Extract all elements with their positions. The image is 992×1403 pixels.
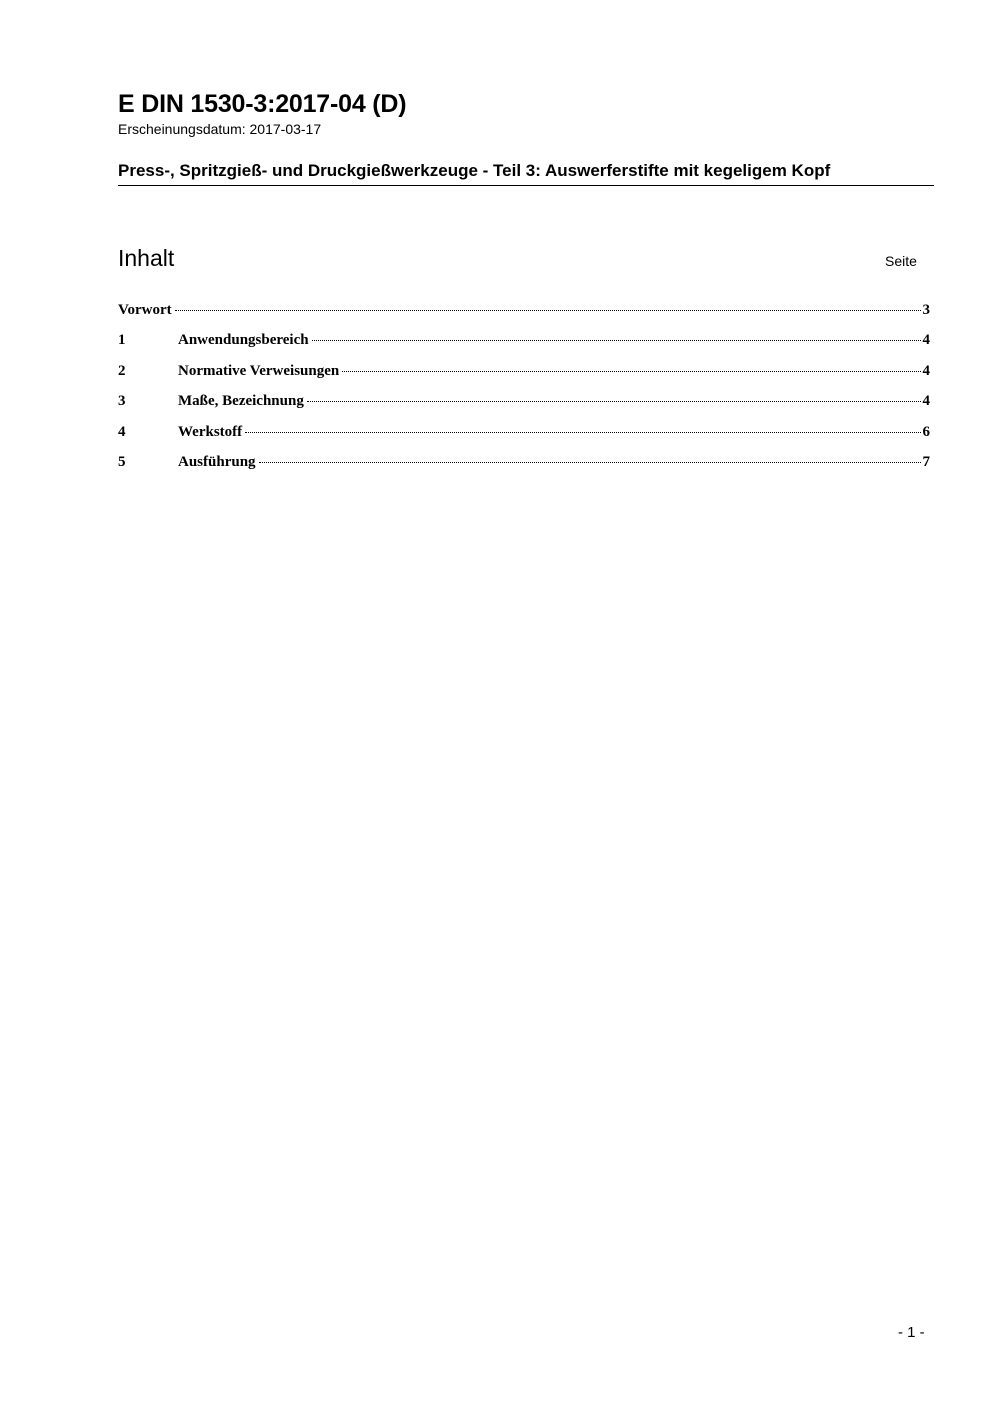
table-of-contents — [118, 302, 930, 484]
toc-entry-title: Vorwort — [118, 302, 172, 318]
toc-entry-4[interactable] — [118, 424, 930, 454]
toc-leader-dots — [342, 371, 920, 372]
toc-entry-page: 3 — [922, 302, 930, 318]
toc-leader-dots — [259, 462, 921, 463]
publication-date: Erscheinungsdatum: 2017-03-17 — [118, 121, 322, 137]
document-title: Press-, Spritzgieß- und Druckgießwerkzeuge - Teil 3: Auswerferstifte mit kegeligem Kopf — [118, 160, 934, 186]
toc-entry-page: 4 — [922, 332, 930, 349]
toc-entry-title: Werkstoff — [178, 423, 243, 440]
toc-heading: Inhalt — [118, 245, 175, 271]
toc-entry-page: 6 — [922, 423, 930, 440]
toc-page-label: Seite — [885, 253, 917, 269]
toc-entry-number: 3 — [118, 393, 126, 410]
toc-entry-vorwort[interactable] — [118, 302, 930, 332]
toc-entry-title: Anwendungsbereich — [178, 332, 309, 349]
toc-entry-5[interactable] — [118, 454, 930, 484]
toc-leader-dots — [245, 432, 920, 433]
toc-entry-number: 1 — [118, 332, 126, 349]
toc-entry-title: Maße, Bezeichnung — [178, 393, 304, 410]
toc-entry-2[interactable] — [118, 363, 930, 393]
toc-entry-3[interactable] — [118, 393, 930, 423]
toc-leader-dots — [175, 310, 921, 311]
document-id: E DIN 1530-3:2017-04 (D) — [118, 90, 407, 118]
toc-entry-page: 4 — [922, 362, 930, 379]
toc-entry-page: 7 — [922, 453, 930, 470]
toc-entry-number: 2 — [118, 362, 126, 379]
page-number: - 1 - — [898, 1324, 925, 1341]
toc-entry-title: Normative Verweisungen — [178, 362, 340, 379]
toc-entry-page: 4 — [922, 393, 930, 410]
toc-leader-dots — [307, 401, 921, 402]
toc-entry-title: Ausführung — [178, 453, 256, 470]
toc-entry-number: 4 — [118, 423, 126, 440]
toc-entry-number: 5 — [118, 453, 126, 470]
toc-entry-1[interactable] — [118, 332, 930, 362]
toc-leader-dots — [312, 340, 921, 341]
